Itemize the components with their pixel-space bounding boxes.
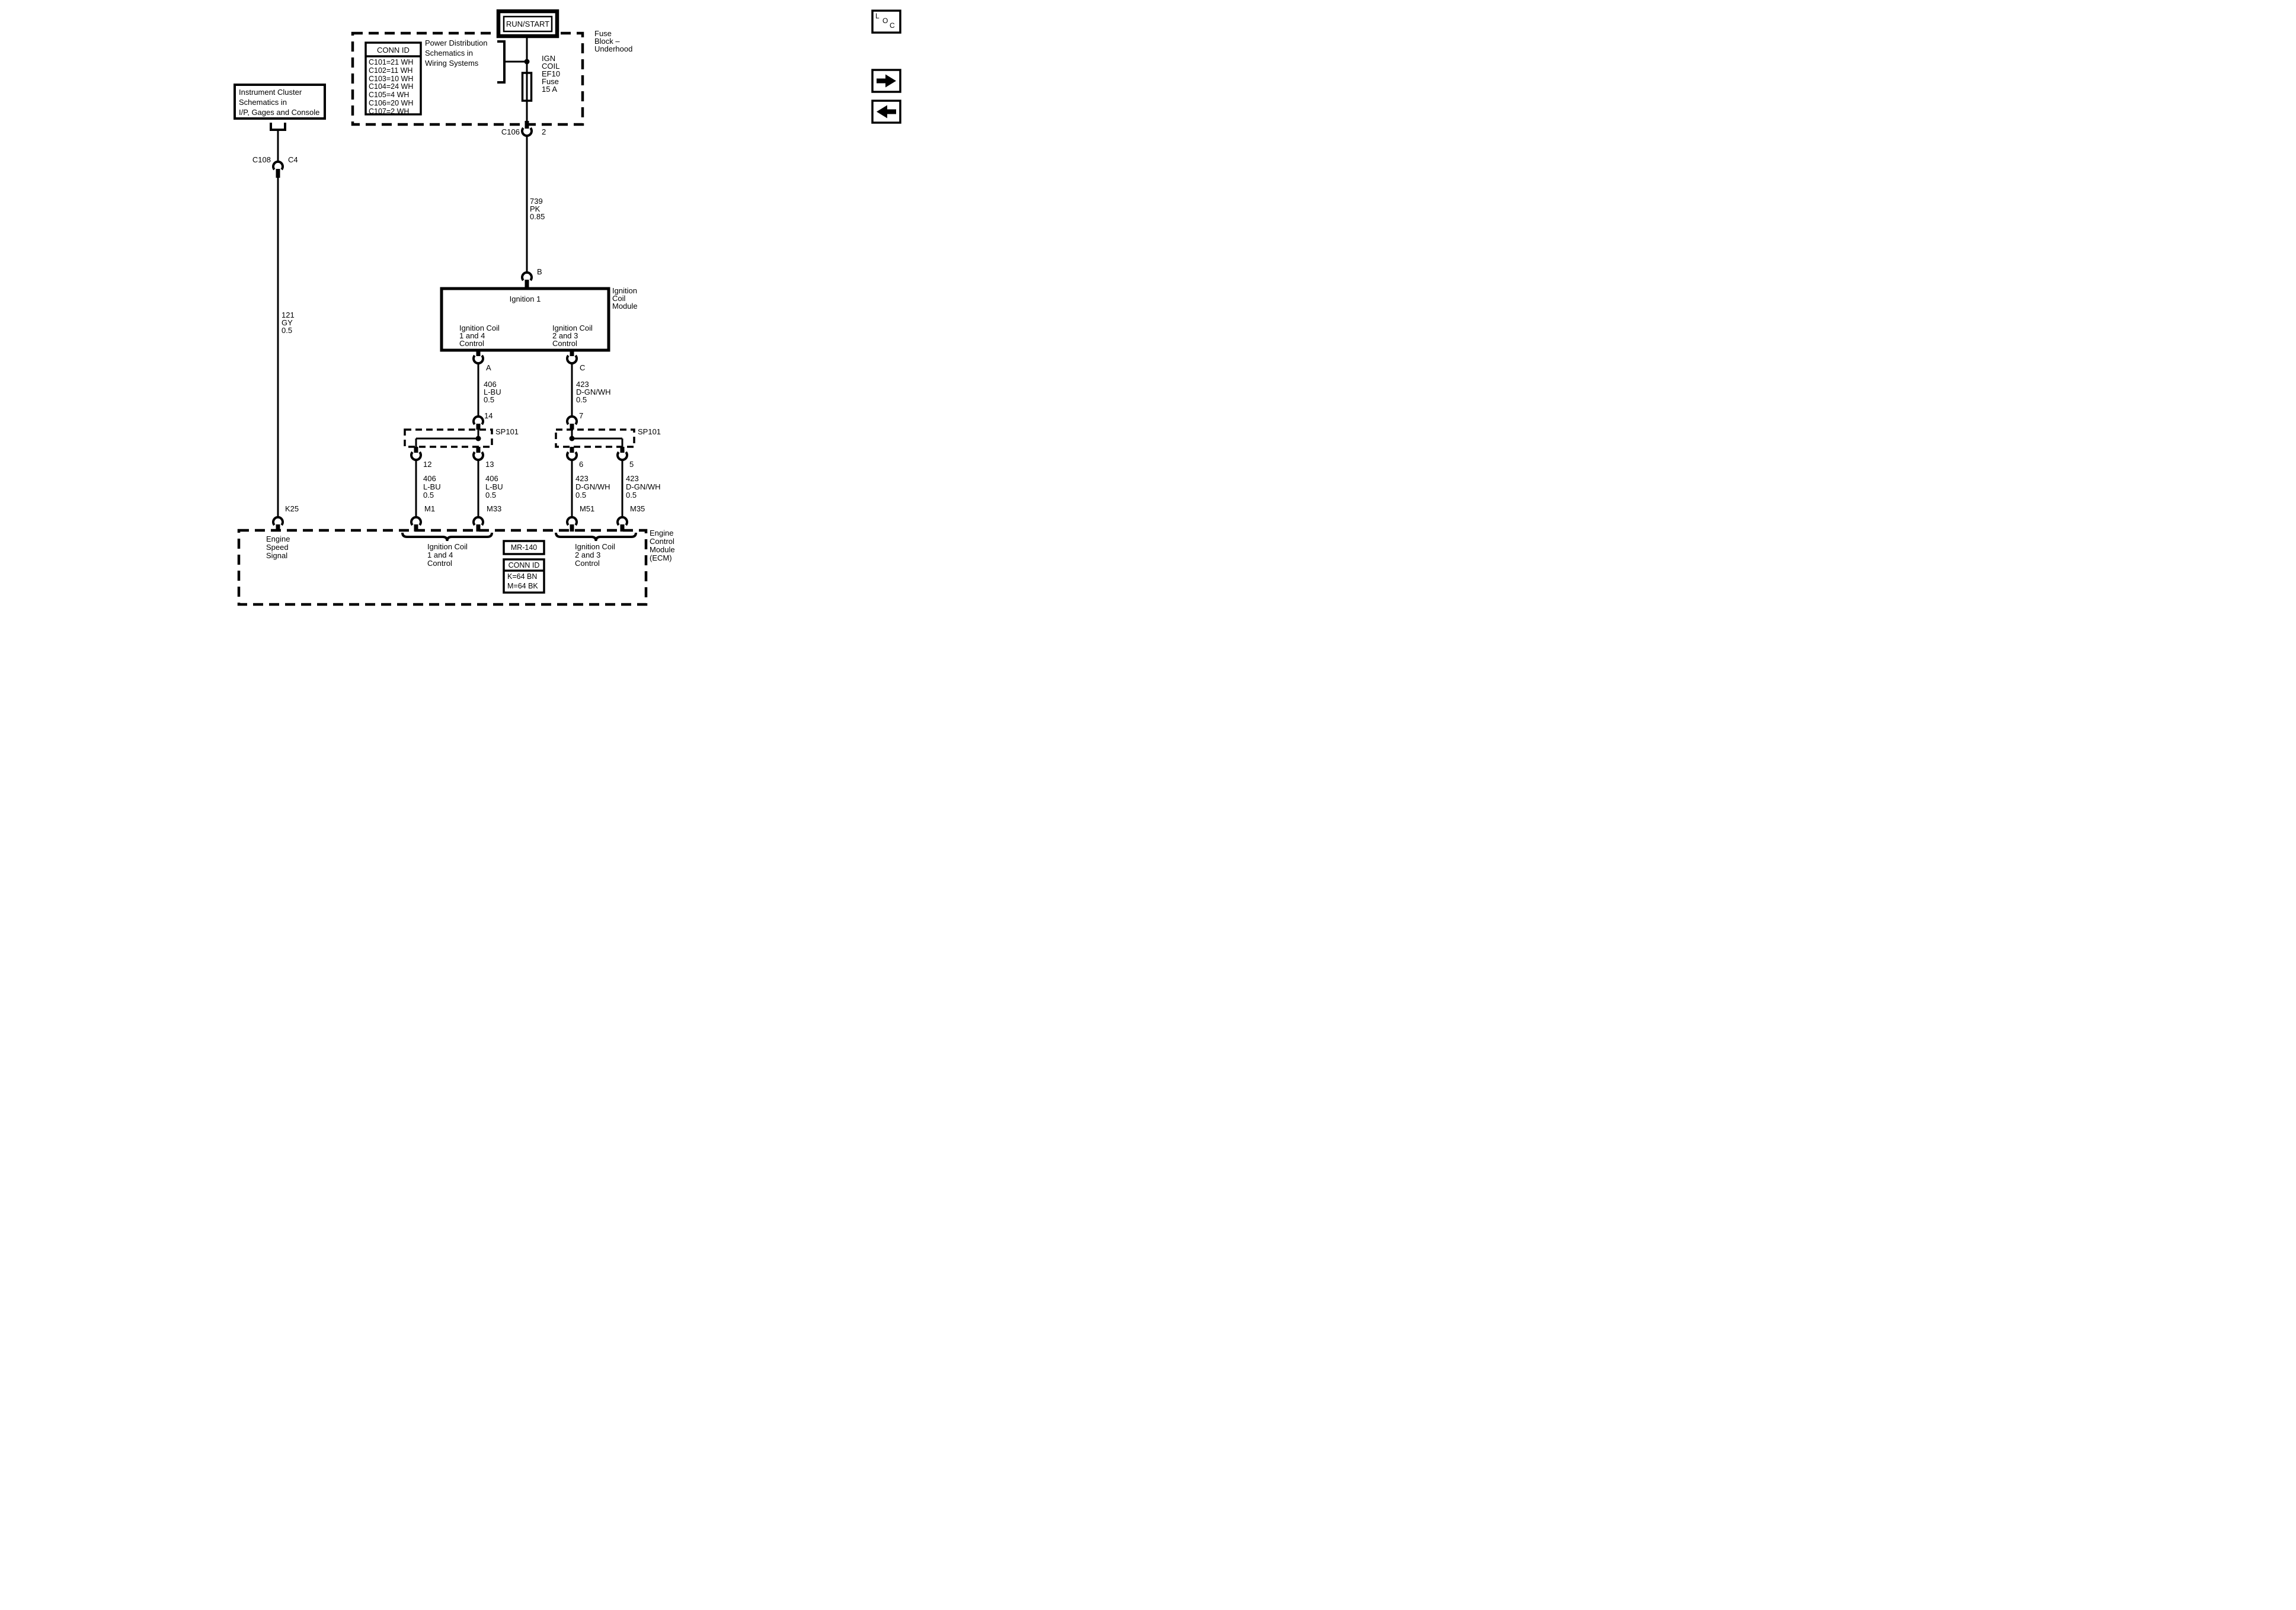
arrow-right-icon <box>877 75 896 88</box>
pin-m1-label: M1 <box>424 504 436 513</box>
pin-13-label: 13 <box>485 460 494 469</box>
prev-page-button[interactable] <box>872 101 900 123</box>
terminal-5 <box>618 452 627 460</box>
pin-c4-label: C4 <box>288 155 298 164</box>
module-label-line: Coil <box>612 294 626 303</box>
ecm-label-line: Engine <box>650 529 674 537</box>
brace-coil-1-4 <box>402 533 492 541</box>
run-start-label: RUN/START <box>506 20 550 28</box>
module-right-fn-line: Control <box>552 339 577 348</box>
wire-423-5-line: D-GN/WH <box>626 482 661 491</box>
pin-c-label: C <box>580 363 586 372</box>
pin-b-label: B <box>537 267 542 276</box>
wire-121-line: 121 <box>282 311 295 319</box>
pin-m51-label: M51 <box>580 504 595 513</box>
wire-739-line: 739 <box>530 197 543 206</box>
fuse-label-line: COIL <box>542 62 560 71</box>
module-left-fn-line: 1 and 4 <box>459 331 485 340</box>
ecm-braces <box>402 533 636 541</box>
module-title: Ignition 1 <box>509 295 541 303</box>
wire-423-5-line: 423 <box>626 474 639 483</box>
wires <box>278 36 622 517</box>
power-dist-line[interactable]: Wiring Systems <box>425 59 479 68</box>
conn-id-row: C101=21 WH <box>369 58 414 66</box>
fuse-label-line: EF10 <box>542 69 561 78</box>
ecm-label-line: Control <box>650 537 674 546</box>
pin-12-label: 12 <box>423 460 432 469</box>
terminal-k25 <box>273 517 283 525</box>
wire-406-13-line: 406 <box>485 474 498 483</box>
instrument-cluster-bracket <box>271 123 285 130</box>
wiring-diagram-page <box>0 0 919 646</box>
brace-coil-2-3 <box>556 533 636 541</box>
wire-423c-line: D-GN/WH <box>576 388 611 396</box>
terminal-13 <box>474 452 483 460</box>
wire-406-13-line: L-BU <box>485 482 503 491</box>
terminal-c106 <box>522 128 532 136</box>
wire-423-6-line: D-GN/WH <box>575 482 610 491</box>
conn-id-row: C102=11 WH <box>369 66 413 75</box>
mr-140-reference[interactable]: MR-140 <box>510 543 538 552</box>
splice-sp101-right-label: SP101 <box>638 427 661 436</box>
wire-406a-line: 406 <box>484 380 497 389</box>
junction-dot-sp101-right <box>570 436 575 441</box>
conn-id-row: C106=20 WH <box>369 99 414 107</box>
wire-406-12-line: 0.5 <box>423 491 434 500</box>
junction-dot-sp101-left <box>476 436 481 441</box>
conn-id-header-top: CONN ID <box>377 46 410 55</box>
pin-m35-label: M35 <box>630 504 645 513</box>
module-left-fn-line: Ignition Coil <box>459 324 500 332</box>
conn-id-row: C104=24 WH <box>369 82 414 91</box>
module-label-line: Module <box>612 302 638 311</box>
module-label-line: Ignition <box>612 286 637 295</box>
brace-right-text-line: 2 and 3 <box>575 550 601 559</box>
wire-423-6-line: 423 <box>575 474 589 483</box>
module-left-fn-line: Control <box>459 339 484 348</box>
wire-406-13-line: 0.5 <box>485 491 497 500</box>
wire-423c-line: 423 <box>576 380 589 389</box>
conn-id-row: C107=2 WH <box>369 107 410 116</box>
terminal-6 <box>567 452 577 460</box>
wire-739-line: PK <box>530 204 541 213</box>
connector-c106-label: C106 <box>501 127 520 136</box>
splice-right-internal <box>572 430 622 447</box>
pin-k25-label: K25 <box>285 504 299 513</box>
wire-406-12-line: 406 <box>423 474 436 483</box>
conn-id-row-bottom: K=64 BN <box>507 572 538 581</box>
pin-2-label: 2 <box>542 127 546 136</box>
wire-423c-line: 0.5 <box>576 395 587 404</box>
ecm-label-line: (ECM) <box>650 553 672 562</box>
wire-406a-line: L-BU <box>484 388 501 396</box>
pin-6-label: 6 <box>579 460 584 469</box>
terminal-b <box>522 273 532 280</box>
power-dist-line[interactable]: Power Distribution <box>425 39 488 47</box>
fuse-label-line: Fuse <box>542 77 559 86</box>
power-distribution-bracket <box>497 41 504 82</box>
fuse-label-line: 15 A <box>542 85 558 94</box>
terminal-a <box>474 356 483 363</box>
terminal-7 <box>567 417 577 424</box>
loc-letter-c: C <box>890 21 895 30</box>
splice-sp101-left-label: SP101 <box>495 427 519 436</box>
loc-letter-l: L <box>875 12 880 20</box>
pin-m33-label: M33 <box>487 504 502 513</box>
brace-left-text-line: 1 and 4 <box>427 550 453 559</box>
terminal-12 <box>411 452 421 460</box>
fuse-block-label-line: Underhood <box>594 44 633 53</box>
conn-id-row: C103=10 WH <box>369 74 414 83</box>
wire-121-line: GY <box>282 318 293 327</box>
wire-121-line: 0.5 <box>282 326 293 335</box>
engine-speed-line: Engine <box>266 534 290 543</box>
engine-speed-line: Speed <box>266 543 289 552</box>
fuse-label-line: IGN <box>542 54 556 63</box>
module-right-fn-line: 2 and 3 <box>552 331 578 340</box>
fuse-symbol <box>523 73 532 101</box>
next-page-button[interactable] <box>872 70 900 92</box>
junction-dot-fuseblock <box>525 59 530 65</box>
wire-739-line: 0.85 <box>530 212 545 221</box>
engine-speed-line: Signal <box>266 551 288 560</box>
terminal-m1 <box>411 517 421 525</box>
splice-left-internal <box>416 430 478 447</box>
wire-423-5-line: 0.5 <box>626 491 637 500</box>
terminal-m51 <box>567 517 577 525</box>
conn-id-row: C105=4 WH <box>369 91 410 100</box>
wire-406a-line: 0.5 <box>484 395 495 404</box>
cluster-ref-line[interactable]: Schematics in <box>239 98 287 107</box>
pin-a-label: A <box>486 363 491 372</box>
fuse-block-label-line: Block – <box>594 37 620 46</box>
loc-letter-o: O <box>882 17 888 25</box>
brace-right-text-line: Control <box>575 559 600 568</box>
pin-5-label: 5 <box>629 460 634 469</box>
terminal-14 <box>474 417 483 424</box>
module-right-fn-line: Ignition Coil <box>552 324 593 332</box>
power-dist-line[interactable]: Schematics in <box>425 49 473 57</box>
arrow-left-icon <box>877 105 896 119</box>
brace-left-text-line: Control <box>427 559 452 568</box>
conn-id-header-bottom: CONN ID <box>508 561 540 569</box>
ecm-label-line: Module <box>650 545 675 554</box>
terminal-m33 <box>474 517 483 525</box>
fuse-block-label-line: Fuse <box>594 29 612 38</box>
connector-c108-label: C108 <box>252 155 271 164</box>
brace-right-text-line: Ignition Coil <box>575 542 615 551</box>
terminal-c108 <box>273 162 283 169</box>
pin-14-label: 14 <box>484 411 493 420</box>
cluster-ref-line[interactable]: Instrument Cluster <box>239 88 302 97</box>
wire-406-12-line: L-BU <box>423 482 441 491</box>
pin-7-label: 7 <box>579 411 584 420</box>
brace-left-text-line: Ignition Coil <box>427 542 468 551</box>
terminal-m35 <box>618 517 627 525</box>
cluster-ref-line[interactable]: I/P, Gages and Console <box>239 108 320 117</box>
wire-423-6-line: 0.5 <box>575 491 587 500</box>
conn-id-row-bottom: M=64 BK <box>507 582 538 590</box>
terminal-c <box>567 356 577 363</box>
